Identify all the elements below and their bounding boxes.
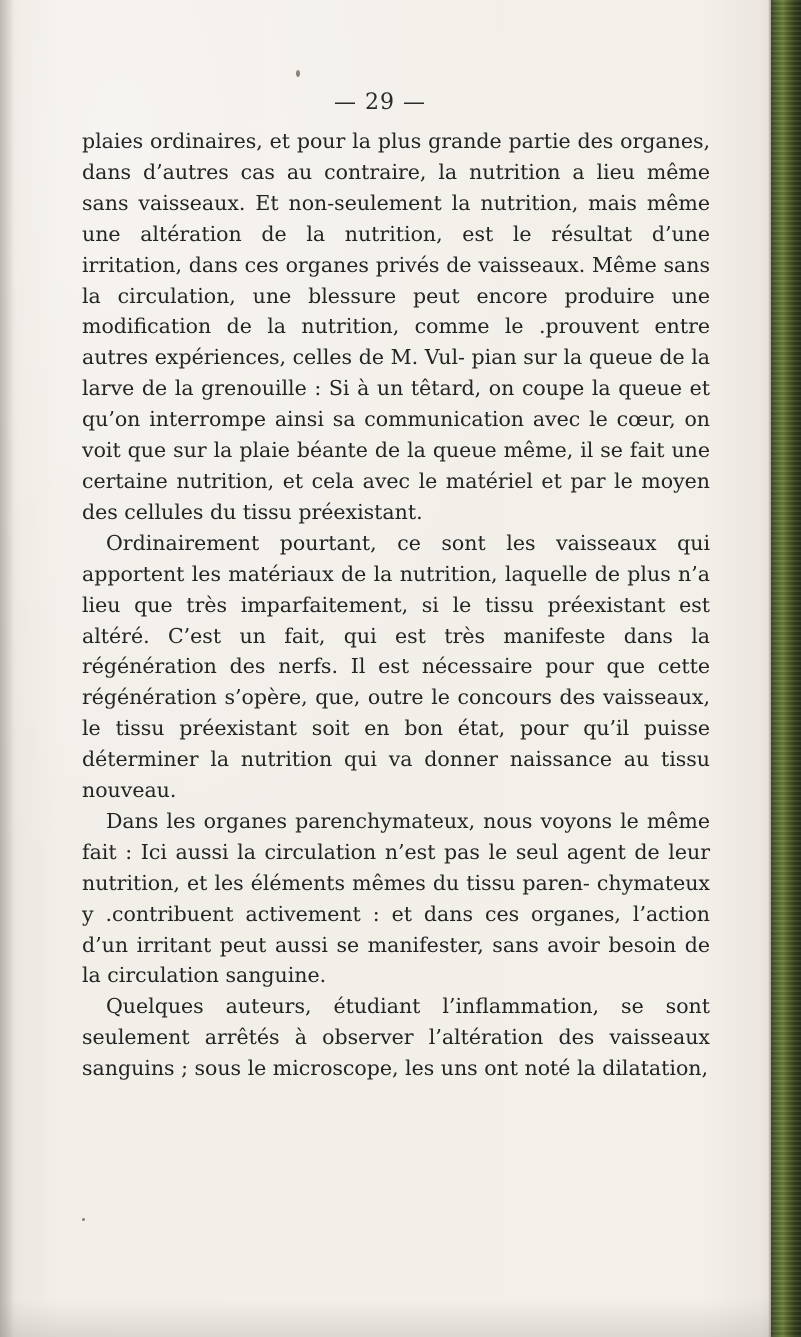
- paper-speck: [82, 1218, 85, 1221]
- page-bottom-shadow: [0, 1300, 771, 1337]
- paragraph-4: Quelques auteurs, étudiant l’inflammation, se sont seulement arrêtés à observer l’altération des vaisseaux sanguins ; sous le microscope, les uns ont noté la dilatation,: [82, 994, 710, 1081]
- page-number: — 29 —: [334, 90, 426, 115]
- paragraph-3: Dans les organes parenchymateux, nous voyons le même fait : Ici aussi la circulation n’est pas le seul agent de leur nutrition, et les éléments mêmes du tissu paren- chymateux y .contribuent activement : et dans ces organes, l’action d’un irritant peut aussi se manifester, sans avoir besoin de la circulation sanguine.: [82, 808, 710, 988]
- paper-speck: [296, 70, 300, 77]
- paragraph-1: plaies ordinaires, et pour la plus grande partie des organes, dans d’autres cas au contraire, la nutrition a lieu même sans vaisseaux. Et non-seulement la nutrition, mais même une altération de la nutrition, est le résultat d’une irritation, dans ces organes privés de vaisseaux. Même sans la circulation, une blessure peut encore produire une modification de la nutrition, comme le .prouvent entre autres expériences, celles de M. Vul- pian sur la queue de la larve de la grenouille : Si à un têtard, on coupe la queue et qu’on interrompe ainsi sa communication avec le cœur, on voit que sur la plaie béante de la queue même, il se fait une certaine nutrition, et cela avec le matériel et par le moyen des cellules du tissu préexistant.: [82, 129, 710, 524]
- book-spine-cover: [771, 0, 801, 1337]
- page-left-shadow: [0, 0, 14, 1337]
- body-text: [82, 126, 710, 1084]
- paragraph-2: Ordinairement pourtant, ce sont les vaisseaux qui apportent les matériaux de la nutrition, laquelle de plus n’a lieu que très imparfaitement, si le tissu préexistant est altéré. C’est un fait, qui est très manifeste dans la régénération des nerfs. Il est nécessaire pour que cette régénération s’opère, que, outre le concours des vaisseaux, le tissu préexistant soit en bon état, pour qu’il puisse déterminer la nutrition qui va donner naissance au tissu nouveau.: [82, 530, 710, 803]
